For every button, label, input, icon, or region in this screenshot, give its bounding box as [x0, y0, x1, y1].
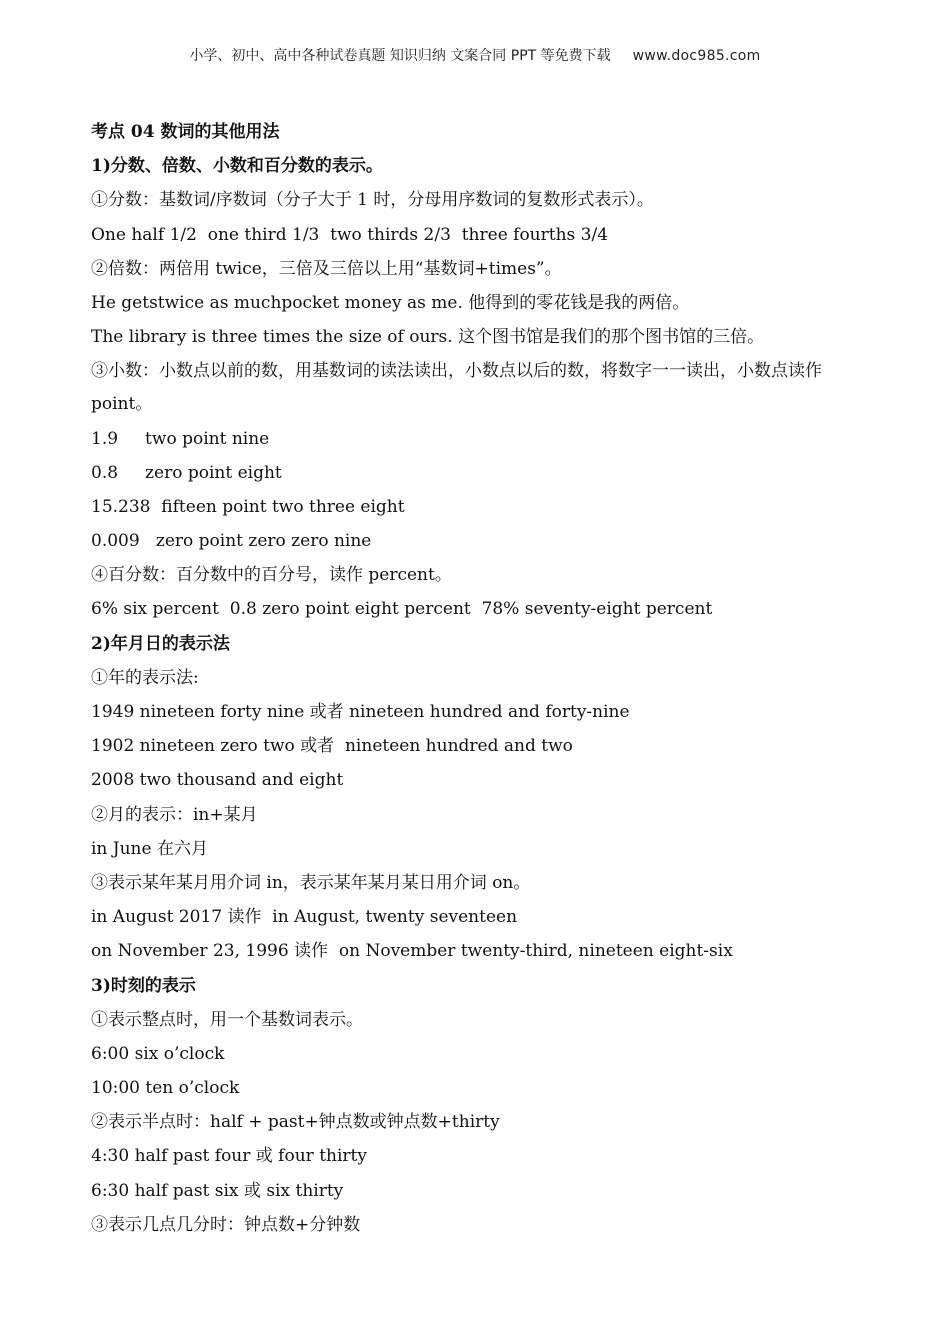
- text-line: He getstwice as muchpocket money as me. 他得到的零花钱是我的两倍。: [91, 292, 690, 313]
- text-line: 10:00 ten o’clock: [91, 1078, 240, 1099]
- text-line: on November 23, 1996 读作 on November twenty-third, nineteen eight-six: [91, 941, 733, 962]
- text-line: ④百分数：百分数中的百分号，读作 percent。: [91, 565, 452, 586]
- text-line: ②月的表示：in+某月: [91, 804, 258, 825]
- text-line: ③表示几点几分时：钟点数+分钟数: [91, 1214, 361, 1235]
- text-line: 1902 nineteen zero two 或者 nineteen hundred and two: [91, 736, 573, 757]
- subsection-heading-dates: 2)年月日的表示法: [91, 633, 230, 654]
- text-line: in August 2017 读作 in August, twenty seventeen: [91, 907, 518, 928]
- text-line: 0.009 zero point zero zero nine: [91, 531, 372, 552]
- text-line: 2008 two thousand and eight: [91, 770, 344, 791]
- text-line: ②倍数：两倍用 twice，三倍及三倍以上用“基数词+times”。: [91, 258, 562, 279]
- text-paragraph: ③小数：小数点以前的数，用基数词的读法读出，小数点以后的数，将数字一一读出，小数点读作 point。: [91, 361, 828, 415]
- text-line: The library is three times the size of ours. 这个图书馆是我们的那个图书馆的三倍。: [91, 327, 765, 348]
- section-heading: 考点 04 数词的其他用法: [91, 122, 280, 142]
- text-line: 4:30 half past four 或 four thirty: [91, 1146, 367, 1167]
- document-body: [91, 120, 866, 1247]
- text-line: ③表示某年某月用介词 in，表示某年某月某日用介词 on。: [91, 872, 531, 893]
- text-line: 15.238 fifteen point two three eight: [91, 496, 405, 517]
- text-line: 6% six percent 0.8 zero point eight percent 78% seventy-eight percent: [91, 599, 713, 620]
- header-title: 小学、初中、高中各种试卷真题 知识归纳 文案合同 PPT 等免费下载: [189, 48, 611, 64]
- text-line: 1.9 two point nine: [91, 428, 270, 449]
- text-line: ②表示半点时：half + past+钟点数或钟点数+thirty: [91, 1112, 500, 1133]
- subsection-heading-time: 3)时刻的表示: [91, 975, 196, 996]
- subsection-heading-numerals: 1)分数、倍数、小数和百分数的表示。: [91, 156, 383, 177]
- text-line: One half 1/2 one third 1/3 two thirds 2/3 three fourths 3/4: [91, 224, 609, 245]
- text-line: 0.8 zero point eight: [91, 462, 282, 483]
- text-line: 1949 nineteen forty nine 或者 nineteen hundred and forty-nine: [91, 702, 630, 722]
- text-line: 6:30 half past six 或 six thirty: [91, 1180, 344, 1201]
- text-line: 6:00 six o’clock: [91, 1043, 225, 1064]
- text-line: ①分数：基数词/序数词（分子大于 1 时，分母用序数词的复数形式表示）。: [91, 190, 654, 211]
- text-line: in June 在六月: [91, 838, 208, 859]
- text-line: ①表示整点时，用一个基数词表示。: [91, 1009, 363, 1030]
- header-site-url: www.doc985.com: [632, 48, 761, 64]
- text-line: ①年的表示法:: [91, 667, 199, 688]
- page-header: [0, 45, 950, 65]
